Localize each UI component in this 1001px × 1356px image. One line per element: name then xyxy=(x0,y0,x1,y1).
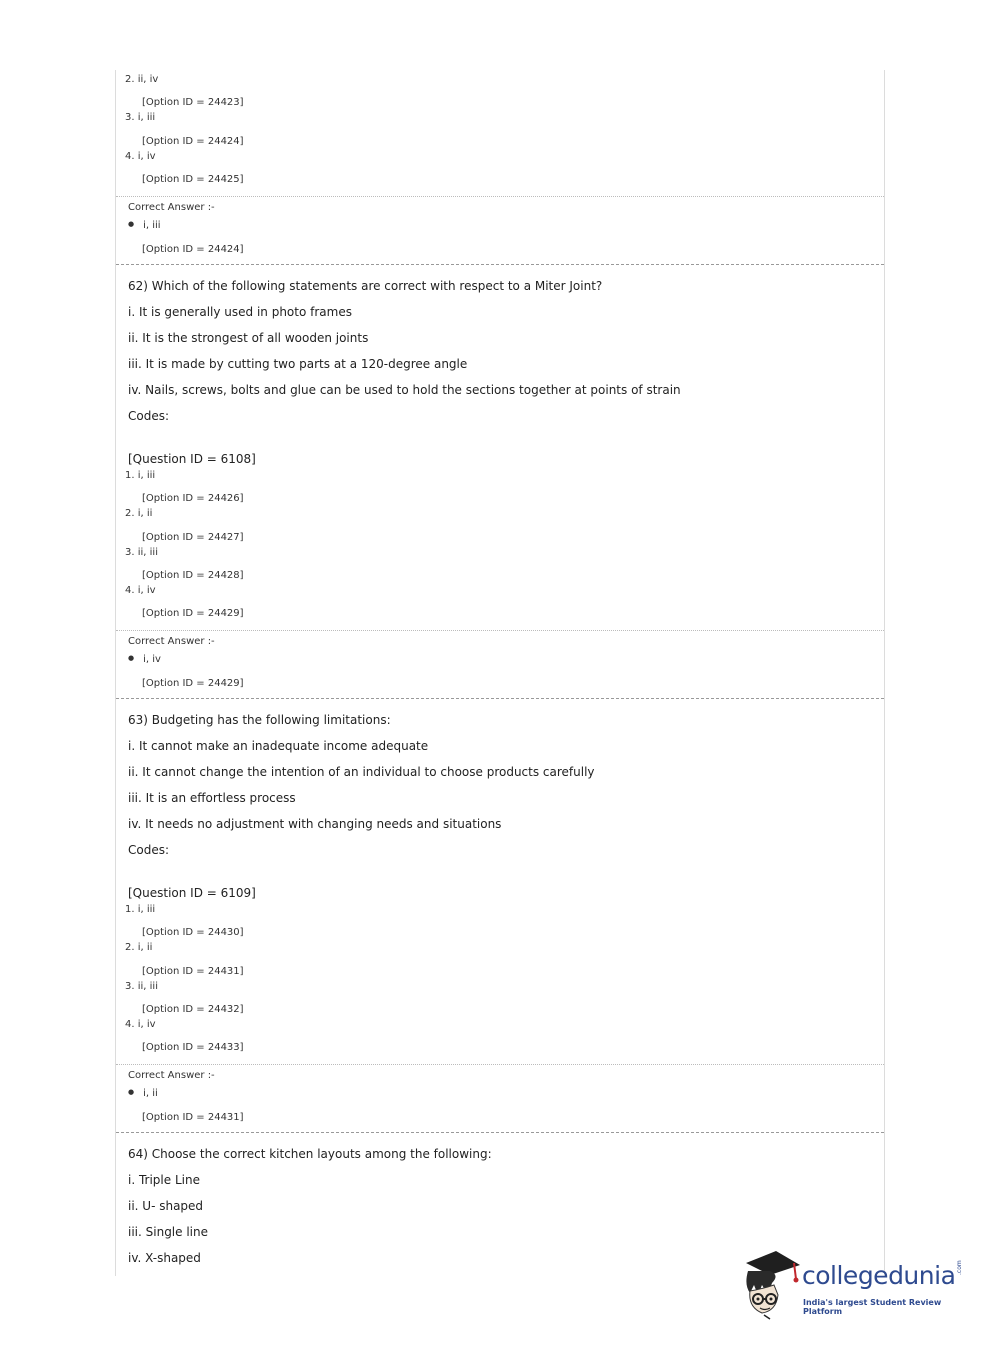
student-mascot-icon xyxy=(740,1245,802,1321)
q63-statement-4: iv. It needs no adjustment with changing needs and situations xyxy=(128,817,502,831)
q62-option-4-id: [Option ID = 24429] xyxy=(142,608,244,619)
q63-option-1-id: [Option ID = 24430] xyxy=(142,927,244,938)
q63-question-id: [Question ID = 6109] xyxy=(128,886,256,900)
q64-statement-3: iii. Single line xyxy=(128,1225,208,1239)
divider xyxy=(116,196,884,197)
divider xyxy=(116,1064,884,1065)
q62-option-4: 4. i, iv xyxy=(125,585,156,596)
q61-option-4: 4. i, iv xyxy=(125,151,156,162)
q64-statement-1: i. Triple Line xyxy=(128,1173,200,1187)
q61-option-2: 2. ii, iv xyxy=(125,74,159,85)
q62-option-3-id: [Option ID = 24428] xyxy=(142,570,244,581)
q61-option-3-id: [Option ID = 24424] xyxy=(142,136,244,147)
logo-wordmark: collegedunia xyxy=(802,1261,956,1290)
q64-statement-4: iv. X-shaped xyxy=(128,1251,201,1265)
question-separator xyxy=(116,264,884,265)
logo-domain-suffix: .com xyxy=(956,1260,963,1275)
q63-option-1: 1. i, iii xyxy=(125,904,156,915)
logo-tagline: India's largest Student Review Platform xyxy=(803,1298,942,1316)
q62-statement-1: i. It is generally used in photo frames xyxy=(128,305,352,319)
q62-correct-answer-value: ● i, iv xyxy=(128,654,161,665)
q63-option-3: 3. ii, iii xyxy=(125,981,158,992)
q61-correct-answer-title: Correct Answer :- xyxy=(128,202,215,213)
q63-correct-answer-title: Correct Answer :- xyxy=(128,1070,215,1081)
q63-option-2: 2. i, ii xyxy=(125,942,153,953)
q62-correct-answer-title: Correct Answer :- xyxy=(128,636,215,647)
q63-statement-3: iii. It is an effortless process xyxy=(128,791,296,805)
q61-option-4-id: [Option ID = 24425] xyxy=(142,174,244,185)
q63-correct-answer-id: [Option ID = 24431] xyxy=(142,1112,244,1123)
q62-question-id: [Question ID = 6108] xyxy=(128,452,256,466)
q64-statement-2: ii. U- shaped xyxy=(128,1199,204,1213)
q63-option-3-id: [Option ID = 24432] xyxy=(142,1004,244,1015)
q62-statement-3: iii. It is made by cutting two parts at a 120-degree angle xyxy=(128,357,468,371)
q62-option-2-id: [Option ID = 24427] xyxy=(142,532,244,543)
q63-statement-1: i. It cannot make an inadequate income adequate xyxy=(128,739,429,753)
q61-correct-answer-value: ● i, iii xyxy=(128,220,161,231)
question-separator xyxy=(116,1132,884,1133)
q63-correct-answer-value: ● i, ii xyxy=(128,1088,158,1099)
q63-codes-label: Codes: xyxy=(128,843,170,857)
q62-option-2: 2. i, ii xyxy=(125,508,153,519)
q62-option-3: 3. ii, iii xyxy=(125,547,158,558)
q63-option-2-id: [Option ID = 24431] xyxy=(142,966,244,977)
q61-option-3: 3. i, iii xyxy=(125,112,156,123)
q61-option-2-id: [Option ID = 24423] xyxy=(142,97,244,108)
q63-question: 63) Budgeting has the following limitations: xyxy=(128,713,391,727)
q62-option-1: 1. i, iii xyxy=(125,470,156,481)
q62-statement-4: iv. Nails, screws, bolts and glue can be used to hold the sections together at points of strain xyxy=(128,383,681,397)
collegedunia-logo xyxy=(740,1245,980,1325)
q63-option-4-id: [Option ID = 24433] xyxy=(142,1042,244,1053)
q63-statement-2: ii. It cannot change the intention of an individual to choose products carefully xyxy=(128,765,595,779)
q61-correct-answer-id: [Option ID = 24424] xyxy=(142,244,244,255)
q62-correct-answer-id: [Option ID = 24429] xyxy=(142,678,244,689)
q62-question: 62) Which of the following statements are correct with respect to a Miter Joint? xyxy=(128,279,603,293)
q63-option-4: 4. i, iv xyxy=(125,1019,156,1030)
q62-option-1-id: [Option ID = 24426] xyxy=(142,493,244,504)
q64-question: 64) Choose the correct kitchen layouts among the following: xyxy=(128,1147,492,1161)
q62-codes-label: Codes: xyxy=(128,409,170,423)
q62-statement-2: ii. It is the strongest of all wooden joints xyxy=(128,331,369,345)
question-separator xyxy=(116,698,884,699)
divider xyxy=(116,630,884,631)
